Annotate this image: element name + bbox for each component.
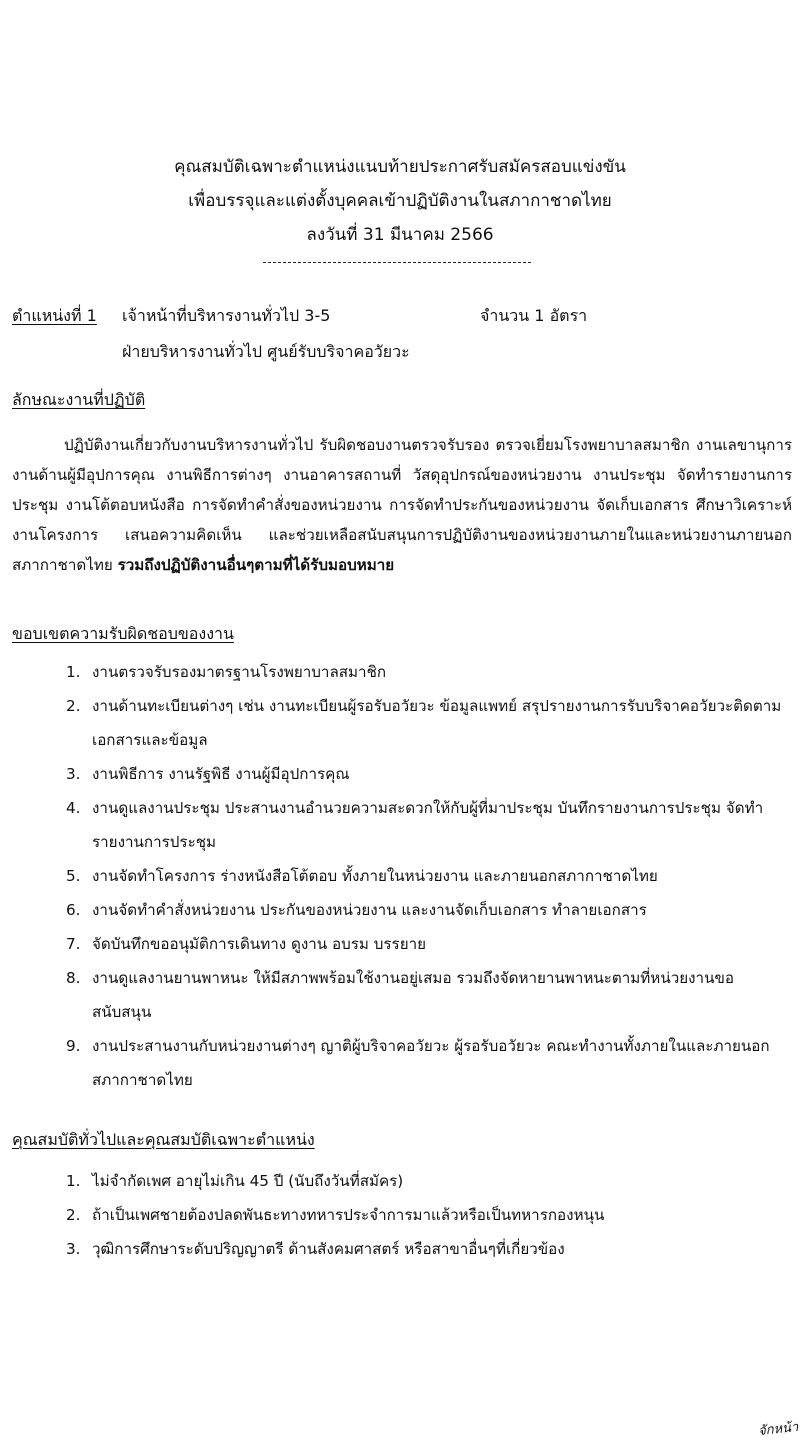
job-nature-heading: ลักษณะงานที่ปฏิบัติ bbox=[12, 390, 146, 409]
list-item: 8. งานดูแลงานยานพาหนะ ให้มีสภาพพร้อมใช้งานอยู่เสมอ รวมถึงจัดหายานพาหนะตามที่หน่วยงานขอสนับสนุน bbox=[66, 969, 734, 1021]
position-quota: จำนวน 1 อัตรา bbox=[480, 306, 588, 325]
responsibilities-list bbox=[12, 655, 792, 1097]
continued-mark: จักหน้า bbox=[757, 1419, 800, 1440]
list-item: 9. งานประสานงานกับหน่วยงานต่างๆ ญาติผู้บริจาคอวัยวะ ผู้รอรับอวัยวะ คณะทำงานทั้งภายในและภายนอกสภากาชาดไทย bbox=[66, 1037, 770, 1089]
list-item: 2. ถ้าเป็นเพศชายต้องปลดพันธะทางทหารประจำการมาแล้วหรือเป็นทหารกองหนุน bbox=[66, 1206, 605, 1224]
title-line-1: คุณสมบัติเฉพาะตำแหน่งแนบท้ายประกาศรับสมัครสอบแข่งขัน bbox=[174, 157, 626, 177]
list-item: 3. งานพิธีการ งานรัฐพิธี งานผู้มีอุปการคุณ bbox=[66, 765, 350, 783]
list-item: 7. จัดบันทึกขออนุมัติการเดินทาง ดูงาน อบรม บรรยาย bbox=[66, 935, 427, 953]
list-item: 1. ไม่จำกัดเพศ อายุไม่เกิน 45 ปี (นับถึงวันที่สมัคร) bbox=[66, 1172, 404, 1190]
position-title: เจ้าหน้าที่บริหารงานทั่วไป 3-5 bbox=[122, 306, 331, 325]
list-item: 4. งานดูแลงานประชุม ประสานงานอำนวยความสะดวกให้กับผู้ที่มาประชุม บันทึกรายงานการประชุม จัดทำรายงานการประชุม bbox=[66, 799, 764, 851]
list-item: 3. วุฒิการศึกษาระดับปริญญาตรี ด้านสังคมศาสตร์ หรือสาขาอื่นๆที่เกี่ยวข้อง bbox=[66, 1240, 565, 1258]
responsibilities-heading: ขอบเขตความรับผิดชอบของงาน bbox=[12, 624, 234, 643]
qualifications-list bbox=[12, 1164, 792, 1266]
list-item: 5. งานจัดทำโครงการ ร่างหนังสือโต้ตอบ ทั้งภายในหน่วยงาน และภายนอกสภากาชาดไทย bbox=[66, 867, 658, 885]
list-item: 1. งานตรวจรับรองมาตรฐานโรงพยาบาลสมาชิก bbox=[66, 663, 387, 681]
list-item: 2. งานด้านทะเบียนต่างๆ เช่น งานทะเบียนผู้รอรับอวัยวะ ข้อมูลแพทย์ สรุปรายงานการรับบริจาคอวัยวะติดตามเอกสารและข้อมูล bbox=[66, 697, 782, 749]
document-title bbox=[0, 150, 800, 252]
qualifications-heading: คุณสมบัติทั่วไปและคุณสมบัติเฉพาะตำแหน่ง bbox=[12, 1130, 315, 1149]
title-divider bbox=[263, 262, 531, 263]
job-nature-text-bold: รวมถึงปฏิบัติงานอื่นๆตามที่ได้รับมอบหมาย bbox=[117, 556, 395, 574]
job-nature-text: ปฏิบัติงานเกี่ยวกับงานบริหารงานทั่วไป รับผิดชอบงานตรวจรับรอง ตรวจเยี่ยมโรงพยาบาลสมาชิก งานเลขานุการ งานด้านผู้มีอุปการคุณ งานพิธีการต่างๆ งานอาคารสถานที่ วัสดุอุปกรณ์ของหน่วยงาน งานประชุม จัดทำรายงานการประชุม งานโต้ตอบหนังสือ การจัดทำคำสั่งของหน่วยงาน การจัดทำประกันของหน่วยงาน จัดเก็บเอกสาร ศึกษาวิเคราะห์งานโครงการ เสนอความคิดเห็น และช่วยเหลือสนับสนุนการปฏิบัติงานของหน่วยงานภายในและหน่วยงานภายนอกสภากาชาดไทย bbox=[12, 436, 792, 574]
job-nature-paragraph bbox=[12, 430, 792, 580]
position-department: ฝ่ายบริหารงานทั่วไป ศูนย์รับบริจาคอวัยวะ bbox=[122, 342, 410, 361]
title-line-2: เพื่อบรรจุและแต่งตั้งบุคคลเข้าปฏิบัติงานในสภากาชาดไทย bbox=[188, 191, 612, 211]
title-date: ลงวันที่ 31 มีนาคม 2566 bbox=[306, 225, 494, 245]
position-label: ตำแหน่งที่ 1 bbox=[12, 306, 97, 325]
list-item: 6. งานจัดทำคำสั่งหน่วยงาน ประกันของหน่วยงาน และงานจัดเก็บเอกสาร ทำลายเอกสาร bbox=[66, 901, 647, 919]
